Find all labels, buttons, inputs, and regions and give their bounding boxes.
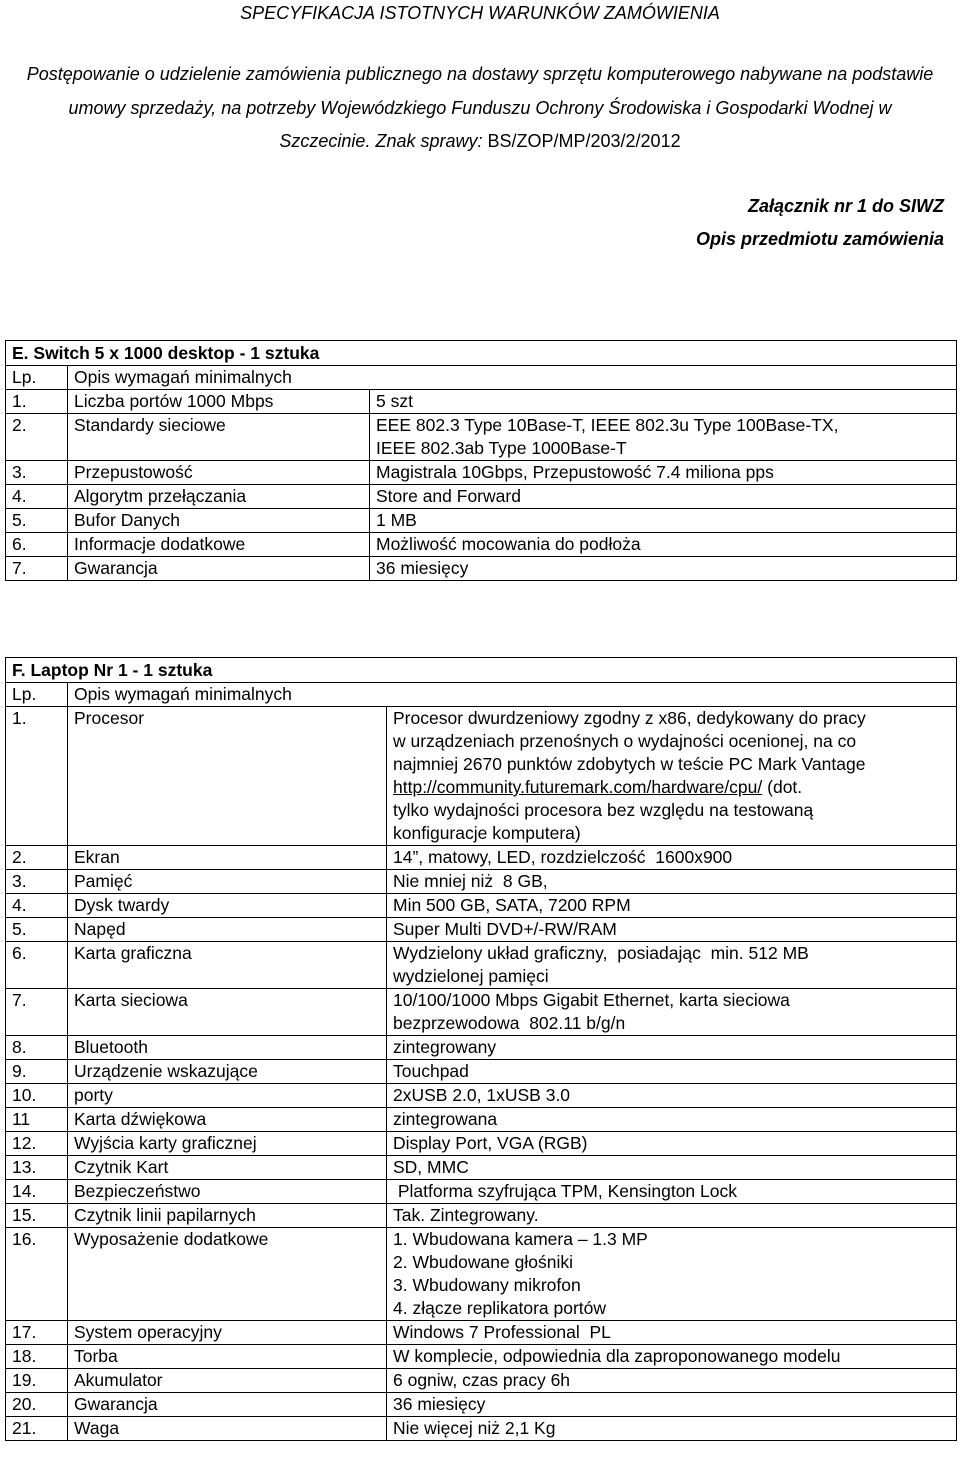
table-row	[6, 1417, 957, 1441]
row-value	[387, 1084, 957, 1108]
table-row	[6, 918, 957, 942]
row-name: Standardy sieciowe	[68, 414, 370, 461]
row-value	[370, 509, 957, 533]
row-name: Informacje dodatkowe	[68, 533, 370, 557]
row-value	[387, 870, 957, 894]
value-line: Wydzielony układ graficzny, posiadając min. 512 MB	[393, 943, 809, 963]
row-lp: 7.	[6, 557, 68, 581]
table-row	[6, 707, 957, 846]
header-lp: Lp.	[6, 366, 68, 390]
header-desc: Opis wymagań minimalnych	[68, 683, 957, 707]
laptop-spec-table	[5, 657, 957, 1441]
row-value	[387, 1180, 957, 1204]
row-lp: 16.	[6, 1228, 68, 1321]
row-name: Ekran	[68, 846, 387, 870]
row-value	[387, 1132, 957, 1156]
row-name: Dysk twardy	[68, 894, 387, 918]
value-line: 36 miesięcy	[393, 1394, 486, 1414]
value-line: Nie więcej niż 2,1 Kg	[393, 1418, 556, 1438]
row-name: Bluetooth	[68, 1036, 387, 1060]
row-lp: 21.	[6, 1417, 68, 1441]
header-lp: Lp.	[6, 683, 68, 707]
row-name: Wyjścia karty graficznej	[68, 1132, 387, 1156]
row-lp: 3.	[6, 870, 68, 894]
document-title: SPECYFIKACJA ISTOTNYCH WARUNKÓW ZAMÓWIENIA	[240, 3, 720, 23]
row-lp: 15.	[6, 1204, 68, 1228]
row-lp: 4.	[6, 485, 68, 509]
table-row	[6, 870, 957, 894]
row-value	[387, 1060, 957, 1084]
value-line: w urządzeniach przenośnych o wydajności ocenionej, na co	[393, 731, 857, 751]
value-line: najmniej 2670 punktów zdobytych w teście PC Mark Vantage	[393, 754, 866, 774]
table-row	[6, 1228, 957, 1321]
section-f-title: F. Laptop Nr 1 - 1 sztuka	[6, 658, 957, 683]
value-line: Super Multi DVD+/-RW/RAM	[393, 919, 617, 939]
value-line: 6 ogniw, czas pracy 6h	[393, 1370, 571, 1390]
row-name: Pamięć	[68, 870, 387, 894]
case-number: BS/ZOP/MP/203/2/2012	[487, 131, 681, 151]
row-name: Akumulator	[68, 1369, 387, 1393]
row-value	[387, 1321, 957, 1345]
value-line: Magistrala 10Gbps, Przepustowość 7.4 miliona pps	[376, 462, 774, 482]
row-lp: 6.	[6, 533, 68, 557]
table-row	[6, 1180, 957, 1204]
row-value	[387, 989, 957, 1036]
value-line: Touchpad	[393, 1061, 469, 1081]
row-lp: 19.	[6, 1369, 68, 1393]
row-name: Algorytm przełączania	[68, 485, 370, 509]
row-value	[387, 1228, 957, 1321]
subject-label: Opis przedmiotu zamówienia	[695, 229, 944, 249]
row-value	[370, 414, 957, 461]
table-row	[6, 533, 957, 557]
benchmark-link[interactable]: http://community.futuremark.com/hardware/cpu/	[393, 777, 763, 797]
row-value	[370, 533, 957, 557]
value-line-tail: (dot.	[762, 777, 803, 797]
row-lp: 4.	[6, 894, 68, 918]
row-value	[387, 894, 957, 918]
row-name: Bezpieczeństwo	[68, 1180, 387, 1204]
row-value	[387, 1036, 957, 1060]
header-desc: Opis wymagań minimalnych	[68, 366, 957, 390]
annex-label: Załącznik nr 1 do SIWZ	[747, 196, 944, 216]
row-lp: 17.	[6, 1321, 68, 1345]
table-row	[6, 1108, 957, 1132]
row-lp: 5.	[6, 509, 68, 533]
table-row	[6, 1369, 957, 1393]
table-row	[6, 1156, 957, 1180]
value-line: 5 szt	[376, 391, 413, 411]
table-row	[6, 989, 957, 1036]
value-line: 4. złącze replikatora portów	[393, 1298, 607, 1318]
row-lp: 20.	[6, 1393, 68, 1417]
row-value	[370, 461, 957, 485]
row-name: Procesor	[68, 707, 387, 846]
row-lp: 3.	[6, 461, 68, 485]
table-row	[6, 1060, 957, 1084]
row-value	[387, 1417, 957, 1441]
row-value	[387, 1108, 957, 1132]
row-name: Gwarancja	[68, 1393, 387, 1417]
table-row	[6, 509, 957, 533]
row-name: Przepustowość	[68, 461, 370, 485]
row-name: Karta sieciowa	[68, 989, 387, 1036]
value-line: SD, MMC	[393, 1157, 469, 1177]
row-value	[387, 1204, 957, 1228]
value-line: Store and Forward	[376, 486, 521, 506]
value-line: 36 miesięcy	[376, 558, 469, 578]
table-row	[6, 557, 957, 581]
row-value	[387, 707, 957, 846]
value-line: Możliwość mocowania do podłoża	[376, 534, 641, 554]
value-line: 10/100/1000 Mbps Gigabit Ethernet, karta sieciowa	[393, 990, 790, 1010]
table-row	[6, 1393, 957, 1417]
row-name: Wyposażenie dodatkowe	[68, 1228, 387, 1321]
table-row	[6, 1345, 957, 1369]
row-name: Napęd	[68, 918, 387, 942]
value-line: 14”, matowy, LED, rozdzielczość 1600x900	[393, 847, 733, 867]
row-value	[387, 942, 957, 989]
header-line-3	[0, 131, 960, 152]
row-lp: 13.	[6, 1156, 68, 1180]
row-lp: 2.	[6, 846, 68, 870]
table-row	[6, 1084, 957, 1108]
table-row	[6, 390, 957, 414]
row-value	[387, 1345, 957, 1369]
value-line: 1 MB	[376, 510, 417, 530]
value-line	[393, 776, 956, 799]
value-line: konfiguracje komputera)	[393, 823, 581, 843]
value-line: Tak. Zintegrowany.	[393, 1205, 539, 1225]
header-line-3-text: Szczecinie. Znak sprawy:	[279, 131, 488, 151]
row-name: Waga	[68, 1417, 387, 1441]
value-line: Nie mniej niż 8 GB,	[393, 871, 548, 891]
value-line: 2. Wbudowane głośniki	[393, 1252, 573, 1272]
row-name: Bufor Danych	[68, 509, 370, 533]
row-lp: 11	[6, 1108, 68, 1132]
table-row	[6, 846, 957, 870]
value-line: IEEE 802.3ab Type 1000Base-T	[376, 438, 627, 458]
row-name: Karta graficzna	[68, 942, 387, 989]
row-value	[387, 1369, 957, 1393]
row-lp: 6.	[6, 942, 68, 989]
value-line: bezprzewodowa 802.11 b/g/n	[393, 1013, 626, 1033]
row-name: Urządzenie wskazujące	[68, 1060, 387, 1084]
row-lp: 2.	[6, 414, 68, 461]
row-value	[387, 918, 957, 942]
row-value	[370, 485, 957, 509]
table-row	[6, 414, 957, 461]
table-row	[6, 942, 957, 989]
value-line: 3. Wbudowany mikrofon	[393, 1275, 581, 1295]
value-line: Min 500 GB, SATA, 7200 RPM	[393, 895, 631, 915]
table-row	[6, 461, 957, 485]
value-line: zintegrowana	[393, 1109, 498, 1129]
header-line-1: Postępowanie o udzielenie zamówienia publicznego na dostawy sprzętu komputerowego nabywane na podstawie	[26, 64, 934, 84]
row-name: Czytnik Kart	[68, 1156, 387, 1180]
table-row	[6, 1132, 957, 1156]
value-line: wydzielonej pamięci	[393, 966, 549, 986]
row-lp: 10.	[6, 1084, 68, 1108]
value-line: EEE 802.3 Type 10Base-T, IEEE 802.3u Type 100Base-TX,	[376, 415, 839, 435]
value-line: Platforma szyfrująca TPM, Kensington Lock	[393, 1181, 737, 1201]
value-line: tylko wydajności procesora bez względu na testowaną	[393, 800, 814, 820]
row-lp: 5.	[6, 918, 68, 942]
row-lp: 9.	[6, 1060, 68, 1084]
row-value	[370, 390, 957, 414]
value-line: 2xUSB 2.0, 1xUSB 3.0	[393, 1085, 571, 1105]
value-line: 1. Wbudowana kamera – 1.3 MP	[393, 1229, 648, 1249]
row-lp: 18.	[6, 1345, 68, 1369]
row-lp: 8.	[6, 1036, 68, 1060]
table-row	[6, 1321, 957, 1345]
row-name: Liczba portów 1000 Mbps	[68, 390, 370, 414]
row-lp: 1.	[6, 707, 68, 846]
table-row	[6, 894, 957, 918]
row-value	[387, 846, 957, 870]
row-lp: 14.	[6, 1180, 68, 1204]
row-name: Torba	[68, 1345, 387, 1369]
section-e-title: E. Switch 5 x 1000 desktop - 1 sztuka	[6, 341, 957, 366]
value-line: Windows 7 Professional PL	[393, 1322, 611, 1342]
row-name: Czytnik linii papilarnych	[68, 1204, 387, 1228]
value-line: W komplecie, odpowiednia dla zaproponowanego modelu	[393, 1346, 841, 1366]
table-row	[6, 1036, 957, 1060]
switch-spec-table	[5, 340, 957, 581]
row-name: porty	[68, 1084, 387, 1108]
value-line: zintegrowany	[393, 1037, 497, 1057]
row-name: System operacyjny	[68, 1321, 387, 1345]
row-lp: 7.	[6, 989, 68, 1036]
row-value	[387, 1393, 957, 1417]
header-line-2: umowy sprzedaży, na potrzeby Wojewódzkiego Funduszu Ochrony Środowiska i Gospodarki Wodnej w	[68, 98, 892, 118]
row-lp: 1.	[6, 390, 68, 414]
row-value	[387, 1156, 957, 1180]
value-line: Procesor dwurdzeniowy zgodny z x86, dedykowany do pracy	[393, 708, 866, 728]
table-row	[6, 485, 957, 509]
row-name: Gwarancja	[68, 557, 370, 581]
row-value	[370, 557, 957, 581]
table-row	[6, 1204, 957, 1228]
row-name: Karta dźwiękowa	[68, 1108, 387, 1132]
value-line: Display Port, VGA (RGB)	[393, 1133, 588, 1153]
row-lp: 12.	[6, 1132, 68, 1156]
